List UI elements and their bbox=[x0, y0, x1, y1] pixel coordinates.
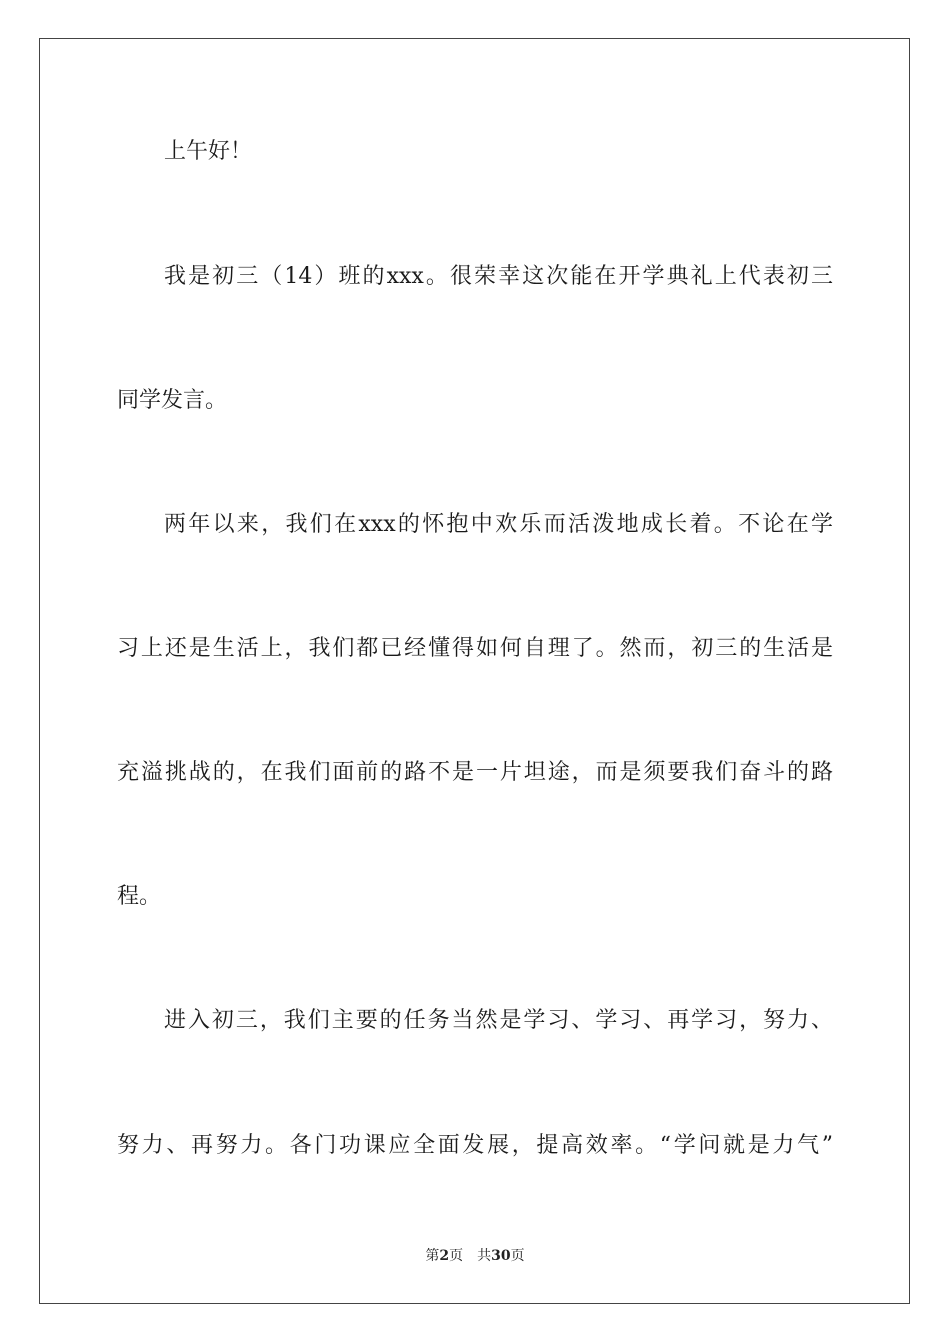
page-footer bbox=[0, 1247, 950, 1265]
greeting-line: 上午好！ bbox=[164, 139, 253, 164]
paragraph-2-line-3: 充溢挑战的，在我们面前的路不是一片坦途，而是须要我们奋斗的路 bbox=[117, 760, 833, 785]
paragraph-1-line-2: 同学发言。 bbox=[117, 388, 228, 413]
paragraph-3-line-2: 努力、再努力。各门功课应全面发展，提高效率。“学问就是力气” bbox=[117, 1133, 833, 1158]
paragraph-1-line-1: 我是初三（14）班的xxx。很荣幸这次能在开学典礼上代表初三 bbox=[164, 264, 833, 289]
page-total: 共30页 bbox=[477, 1248, 525, 1264]
paragraph-3-line-1: 进入初三，我们主要的任务当然是学习、学习、再学习，努力、 bbox=[164, 1008, 833, 1033]
page-frame bbox=[39, 38, 910, 1304]
paragraph-2-line-1: 两年以来，我们在xxx的怀抱中欢乐而活泼地成长着。不论在学 bbox=[164, 512, 833, 537]
page-number: 第2页 bbox=[425, 1248, 464, 1264]
paragraph-2-line-2: 习上还是生活上，我们都已经懂得如何自理了。然而，初三的生活是 bbox=[117, 636, 833, 661]
paragraph-2-line-4: 程。 bbox=[117, 884, 162, 909]
